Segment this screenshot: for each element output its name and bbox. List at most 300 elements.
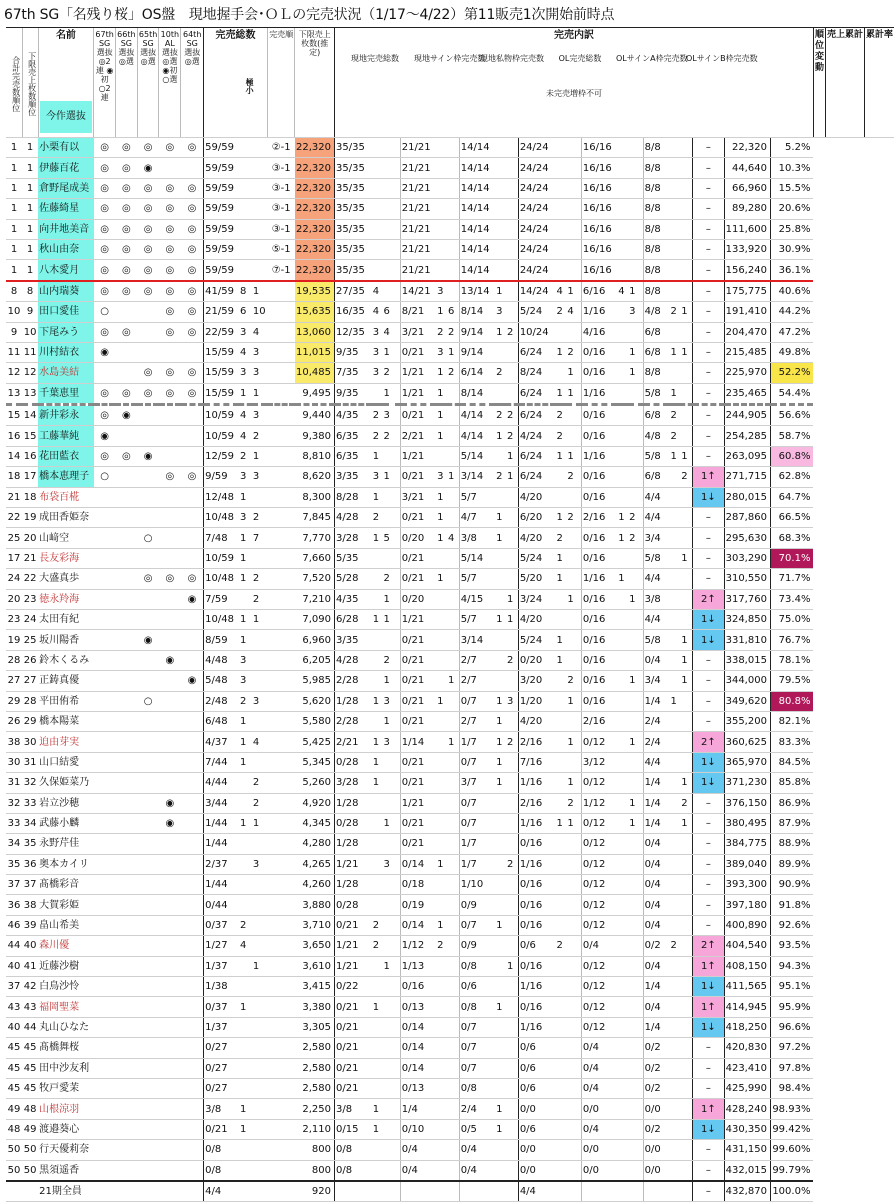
table-cell: 0/16 (581, 405, 617, 426)
table-cell: 0/44 (204, 895, 239, 915)
table-cell: ◎ (159, 239, 181, 259)
table-cell (181, 508, 204, 528)
table-cell (383, 630, 401, 650)
table-cell: 3/14 (459, 630, 495, 650)
table-cell: ◎ (115, 138, 137, 158)
table-cell (383, 158, 401, 178)
table-cell: 175,775 (724, 281, 770, 302)
table-cell (94, 1119, 116, 1139)
table-cell: 1 (495, 426, 506, 446)
table-cell: 432,015 (724, 1160, 770, 1181)
table-cell (239, 239, 252, 259)
table-cell: 2/7 (459, 711, 495, 731)
table-cell: 0/7 (459, 752, 495, 772)
table-cell (94, 1078, 116, 1098)
table-cell: 35/35 (334, 219, 371, 239)
table-cell: 11 (6, 342, 22, 362)
table-cell: 0/2 (643, 1078, 669, 1098)
table-row (6, 1078, 894, 1098)
table-cell (372, 589, 383, 609)
table-cell: 1 (436, 691, 447, 711)
table-cell (436, 671, 447, 691)
table-cell: 0/21 (334, 997, 371, 1017)
table-cell: 1 (495, 711, 506, 731)
table-cell (267, 915, 295, 935)
table-cell: 9/14 (459, 322, 495, 342)
table-cell (628, 199, 643, 219)
table-cell (617, 793, 628, 813)
table-cell (566, 260, 581, 281)
table-cell (566, 158, 581, 178)
table-cell: 3 (239, 671, 252, 691)
table-cell (115, 936, 137, 956)
table-cell (137, 813, 159, 833)
table-cell: 35/35 (334, 178, 371, 198)
table-cell (495, 977, 506, 997)
table-cell: 8/8 (643, 138, 669, 158)
table-cell: 34 (22, 813, 38, 833)
table-cell (252, 219, 267, 239)
table-cell: 1 (680, 650, 692, 670)
table-cell (495, 383, 506, 404)
table-cell (94, 589, 116, 609)
table-cell (556, 1038, 567, 1058)
table-cell (267, 609, 295, 629)
table-cell (447, 711, 459, 731)
table-cell (159, 1017, 181, 1037)
table-cell: – (693, 322, 724, 342)
table-cell: 0/19 (400, 895, 436, 915)
table-cell: 川村結衣 (38, 342, 94, 362)
header-unsold-note: 未完売増枠不可 (545, 89, 602, 98)
table-cell (669, 711, 680, 731)
table-cell (115, 691, 137, 711)
table-cell: 3 (239, 467, 252, 487)
table-cell: 156,240 (724, 260, 770, 281)
table-cell (495, 548, 506, 568)
table-cell (267, 936, 295, 956)
table-cell: 15/59 (204, 383, 239, 404)
table-cell (447, 487, 459, 507)
table-cell: 1 (566, 691, 581, 711)
table-cell (181, 752, 204, 772)
table-cell (372, 1038, 383, 1058)
table-cell: 0/12 (581, 732, 617, 752)
table-cell: 3 (495, 302, 506, 322)
table-cell: 27/35 (334, 281, 371, 302)
table-cell: 408,150 (724, 956, 770, 976)
table-cell: 1 (436, 487, 447, 507)
table-cell (115, 1058, 137, 1078)
table-cell: 2/4 (459, 1099, 495, 1119)
table-cell: 23 (6, 609, 22, 629)
table-cell: 3 (239, 363, 252, 383)
table-cell (181, 487, 204, 507)
table-cell (159, 875, 181, 895)
table-cell: 1 (495, 773, 506, 793)
table-cell: 3 (252, 691, 267, 711)
table-cell (617, 915, 628, 935)
table-cell (566, 199, 581, 219)
table-cell: 11,015 (295, 342, 335, 362)
table-cell: 1 (506, 446, 518, 466)
table-cell: ◎ (115, 281, 137, 302)
table-cell (115, 956, 137, 976)
table-cell (267, 363, 295, 383)
table-cell (628, 467, 643, 487)
table-row (6, 383, 894, 404)
table-cell (506, 1017, 518, 1037)
table-cell (506, 302, 518, 322)
table-cell: 1 (239, 609, 252, 629)
table-cell (239, 1058, 252, 1078)
table-cell (495, 260, 506, 281)
table-cell: 3,415 (295, 977, 335, 997)
table-cell (115, 895, 137, 915)
table-cell (628, 219, 643, 239)
table-cell: 1 (252, 281, 267, 302)
table-cell (669, 589, 680, 609)
table-row (6, 178, 894, 198)
table-cell (506, 239, 518, 259)
table-cell: ◎ (94, 260, 116, 281)
table-row (6, 446, 894, 466)
table-cell (556, 239, 567, 259)
table-cell: 62.8% (770, 467, 813, 487)
table-cell (252, 895, 267, 915)
table-cell: 山内瑞葵 (38, 281, 94, 302)
table-cell (556, 1119, 567, 1139)
table-cell: 1 (372, 752, 383, 772)
table-cell (94, 977, 116, 997)
table-cell (94, 752, 116, 772)
table-cell (383, 239, 401, 259)
table-cell: 1 (495, 281, 506, 302)
table-cell (372, 630, 383, 650)
table-cell (506, 260, 518, 281)
table-cell (159, 589, 181, 609)
table-cell: 2 (506, 732, 518, 752)
table-cell (115, 548, 137, 568)
table-cell (115, 426, 137, 446)
table-cell: 6/8 (643, 405, 669, 426)
table-cell (267, 426, 295, 446)
table-cell (252, 915, 267, 935)
table-cell: 0/20 (400, 589, 436, 609)
table-cell: 0/21 (400, 834, 436, 854)
table-cell: 14/14 (459, 239, 495, 259)
table-cell (252, 548, 267, 568)
table-cell (669, 467, 680, 487)
table-cell (94, 793, 116, 813)
table-cell: 1 (239, 528, 252, 548)
table-cell: 59/59 (204, 138, 239, 158)
table-cell: ◎ (159, 281, 181, 302)
table-cell (447, 773, 459, 793)
table-cell: 25 (6, 528, 22, 548)
table-cell: – (693, 342, 724, 362)
table-cell (447, 1160, 459, 1181)
table-cell: 49 (6, 1099, 22, 1119)
table-cell: 263,095 (724, 446, 770, 466)
table-cell (669, 895, 680, 915)
table-cell: 1 (239, 997, 252, 1017)
table-cell (581, 1181, 617, 1202)
table-cell (267, 1038, 295, 1058)
table-cell: 1 (383, 609, 401, 629)
table-cell (556, 773, 567, 793)
table-cell: 2 (506, 426, 518, 446)
table-cell (181, 1078, 204, 1098)
table-cell: 2 (556, 936, 567, 956)
table-cell: – (693, 138, 724, 158)
table-cell: 1↓ (693, 752, 724, 772)
table-cell: 2 (252, 773, 267, 793)
table-cell: 1 (383, 671, 401, 691)
table-cell: 0/7 (459, 1017, 495, 1037)
table-row (6, 630, 894, 650)
table-cell: 1/44 (204, 834, 239, 854)
table-cell: 22,320 (295, 138, 335, 158)
table-cell (115, 1160, 137, 1181)
table-cell: ③-1 (267, 178, 295, 198)
table-cell: 白鳥沙怜 (38, 977, 94, 997)
table-cell (115, 487, 137, 507)
table-cell (669, 609, 680, 629)
table-cell: ○ (94, 302, 116, 322)
table-cell (137, 1017, 159, 1037)
table-cell: – (693, 895, 724, 915)
table-cell (556, 1160, 567, 1181)
table-cell: 22,320 (295, 219, 335, 239)
table-cell: 1 (447, 671, 459, 691)
table-cell: 2 (506, 854, 518, 874)
table-cell: 59/59 (204, 199, 239, 219)
table-cell (22, 1181, 38, 1202)
table-cell (495, 1078, 506, 1098)
table-cell: 27 (22, 671, 38, 691)
table-cell: 1 (372, 691, 383, 711)
table-cell: 24/24 (518, 158, 555, 178)
table-cell (680, 1078, 692, 1098)
table-cell: 0/16 (581, 691, 617, 711)
table-cell: 8,300 (295, 487, 335, 507)
table-cell (566, 1160, 581, 1181)
table-cell: 24/24 (518, 138, 555, 158)
table-cell: 1 (566, 446, 581, 466)
table-cell: 24 (6, 569, 22, 589)
table-cell (566, 138, 581, 158)
table-cell: 0/6 (518, 936, 555, 956)
table-cell: 1 (566, 813, 581, 833)
table-cell (643, 1181, 669, 1202)
table-cell (556, 977, 567, 997)
table-cell (617, 239, 628, 259)
table-cell: 1/16 (581, 383, 617, 404)
table-cell (436, 1119, 447, 1139)
table-cell: 0/6 (518, 1078, 555, 1098)
table-cell (617, 609, 628, 629)
table-cell (680, 589, 692, 609)
table-cell (628, 977, 643, 997)
table-cell (94, 1160, 116, 1181)
table-cell: 8/21 (400, 302, 436, 322)
table-cell: ◎ (137, 281, 159, 302)
table-cell: 丸山ひなた (38, 1017, 94, 1037)
table-cell: 3 (383, 854, 401, 874)
table-cell: 4,260 (295, 875, 335, 895)
table-cell (137, 671, 159, 691)
table-cell: 21/59 (204, 302, 239, 322)
table-cell: 3,710 (295, 915, 335, 935)
table-cell: 14/14 (459, 178, 495, 198)
table-cell: 1 (383, 956, 401, 976)
table-cell (447, 260, 459, 281)
table-cell (181, 1038, 204, 1058)
table-cell (447, 813, 459, 833)
table-cell: 0/14 (400, 1058, 436, 1078)
table-cell: ◎ (181, 260, 204, 281)
table-cell: 920 (295, 1181, 335, 1202)
table-cell: ◎ (181, 199, 204, 219)
table-cell (181, 1058, 204, 1078)
table-cell (181, 1119, 204, 1139)
table-cell: 49.8% (770, 342, 813, 362)
table-cell (506, 528, 518, 548)
table-row (6, 691, 894, 711)
table-cell: 2 (239, 446, 252, 466)
table-cell: – (693, 1038, 724, 1058)
table-cell (506, 281, 518, 302)
table-cell (252, 1078, 267, 1098)
table-cell: 1 (680, 813, 692, 833)
table-row (6, 773, 894, 793)
table-cell: 54.4% (770, 383, 813, 404)
table-cell: 迫由芽実 (38, 732, 94, 752)
table-cell (680, 426, 692, 446)
table-cell (617, 671, 628, 691)
table-cell: – (693, 650, 724, 670)
table-cell (566, 1058, 581, 1078)
table-cell: 3 (372, 342, 383, 362)
table-cell (115, 1038, 137, 1058)
table-cell (617, 1140, 628, 1160)
table-cell: 2 (495, 467, 506, 487)
table-cell (115, 302, 137, 322)
table-cell (383, 446, 401, 466)
table-cell (506, 1160, 518, 1181)
table-cell (495, 834, 506, 854)
table-cell (556, 1140, 567, 1160)
table-cell: ◎ (94, 178, 116, 198)
table-cell: 400,890 (724, 915, 770, 935)
table-cell: 0/37 (204, 915, 239, 935)
table-cell (447, 383, 459, 404)
table-cell (566, 548, 581, 568)
table-cell (617, 813, 628, 833)
table-cell (669, 650, 680, 670)
table-cell (680, 956, 692, 976)
table-cell: 0/21 (334, 1017, 371, 1037)
table-cell: 7,770 (295, 528, 335, 548)
table-cell: 6 (383, 302, 401, 322)
table-cell (252, 138, 267, 158)
table-cell: 7,090 (295, 609, 335, 629)
table-cell (181, 528, 204, 548)
table-cell (669, 178, 680, 198)
table-cell: 2/4 (643, 711, 669, 731)
table-cell: 23 (22, 589, 38, 609)
table-cell: 1 (617, 569, 628, 589)
table-cell (115, 467, 137, 487)
table-cell (436, 711, 447, 731)
table-cell (617, 138, 628, 158)
table-cell: 0/12 (581, 1017, 617, 1037)
table-cell: 0/8 (334, 1160, 371, 1181)
table-cell: 3/21 (400, 322, 436, 342)
table-cell: 2↑ (693, 936, 724, 956)
table-cell (94, 548, 116, 568)
table-cell: 2/21 (334, 732, 371, 752)
table-cell (495, 158, 506, 178)
table-cell (669, 1017, 680, 1037)
header-breakdown (334, 28, 813, 138)
table-cell (436, 752, 447, 772)
table-cell: 4 (566, 302, 581, 322)
table-cell (669, 508, 680, 528)
table-cell (181, 977, 204, 997)
table-cell: ◎ (181, 178, 204, 198)
table-cell: 3/7 (459, 773, 495, 793)
table-cell (334, 1181, 371, 1202)
table-cell (94, 630, 116, 650)
header-local-total: 現地完売総数 (350, 54, 399, 63)
table-cell (566, 875, 581, 895)
table-cell: ③-1 (267, 199, 295, 219)
table-cell: 1 (495, 752, 506, 772)
table-cell (94, 363, 116, 383)
table-cell (669, 977, 680, 997)
table-cell (252, 1140, 267, 1160)
table-cell: 0/16 (581, 363, 617, 383)
table-cell (181, 834, 204, 854)
table-cell (383, 997, 401, 1017)
table-cell: 3 (372, 363, 383, 383)
table-cell (617, 158, 628, 178)
table-cell (252, 875, 267, 895)
table-cell (556, 752, 567, 772)
table-cell (436, 650, 447, 670)
table-cell (115, 1181, 137, 1202)
table-cell: 6/16 (581, 281, 617, 302)
table-cell (137, 997, 159, 1017)
table-cell (628, 854, 643, 874)
table-cell: 4/7 (459, 508, 495, 528)
table-cell: 15.5% (770, 178, 813, 198)
table-cell (617, 383, 628, 404)
table-cell: ◉ (181, 589, 204, 609)
table-cell: 800 (295, 1160, 335, 1181)
table-cell: ◎ (159, 569, 181, 589)
table-cell (383, 260, 401, 281)
table-cell (94, 1017, 116, 1037)
table-cell: 1↓ (693, 1119, 724, 1139)
table-cell: 3 (383, 691, 401, 711)
table-cell: 2/48 (204, 691, 239, 711)
table-cell: 36 (22, 854, 38, 874)
table-header (6, 28, 894, 138)
table-cell: 4/4 (643, 569, 669, 589)
